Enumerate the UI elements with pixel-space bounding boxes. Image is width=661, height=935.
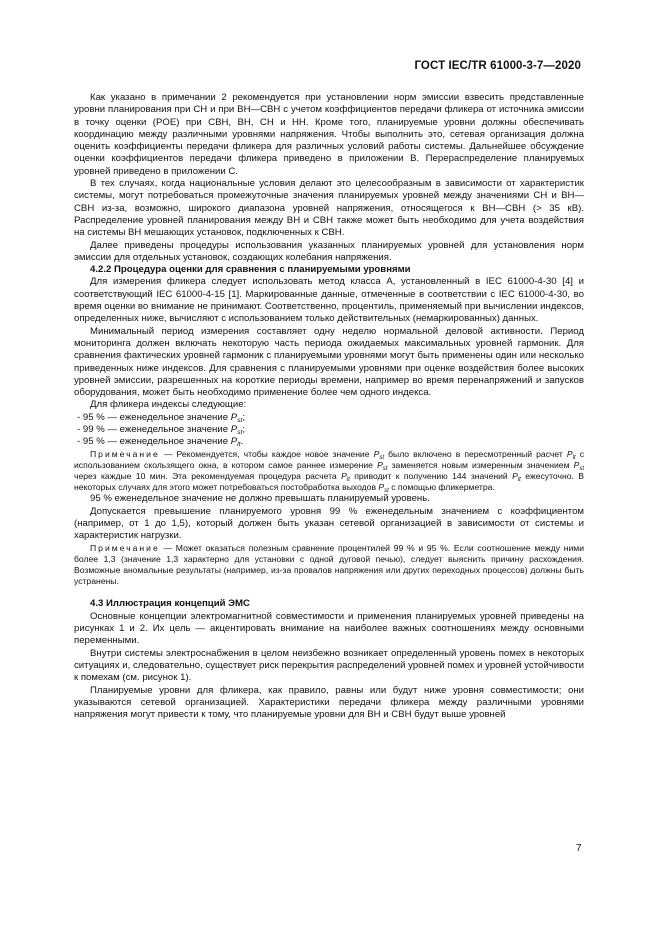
paragraph: Минимальный период измерения составляет одну неделю нормальной деловой активности. Период мониторинга должен включать некоторую часть периода ожидаемых максимальных уровней гармоник. Для сравнения фактических уровней гармоник с планируемыми уровнями могут быть применены один или несколько приведенных ниже индексов. Для сравнения с планируемыми уровнями при оценке воздействия более высоких уровней эмиссии, разрешенных на короткие периоды времени, например во время перенапряжений и запусков оборудования, может быть необходимо применение более чем одного индекса. [74,325,584,399]
section-heading-4-3: 4.3 Иллюстрация концепций ЭМС [90,598,250,610]
paragraph: Основные концепции электромагнитной совместимости и применения планируемых уровней приведены на рисунках 1 и 2. Их цель — акцентировать внимание на наиболее важных соотношениях между основными переменными. [74,610,584,647]
paragraph: Как указано в примечании 2 рекомендуется при установлении норм эмиссии взвесить представленные уровни планирования при СН и при ВН—СВН с учетом коэффициентов передачи фликера от источника эмиссии в точку оценки (POE) при СВН, ВН, СН и НН. Кроме того, планируемые уровни должны обеспечивать координацию между различными уровнями напряжения. Чтобы выполнить это, сетевая организация должна оценить коэффициенты передачи фликера для различных условий работы системы. Дальнейшее обсуждение оценки коэффициентов передачи фликера приведено в приложении В. Перераспределение планируемых уровней приведено в приложении С. [74,92,584,177]
document-header: ГОСТ IEC/TR 61000-3-7—2020 [414,60,581,72]
page-number: 7 [576,843,582,854]
paragraph: 95 % еженедельное значение не должно превышать планируемый уровень. [90,493,430,505]
paragraph: Далее приведены процедуры использования указанных планируемых уровней для установления норм эмиссии для отдельных установок, создающих колебания напряжения. [74,239,584,263]
note-1: Примечание — Рекомендуется, чтобы каждое новое значение $P_{st}$ было включено в пересмотренный расчет $P_{lt}$ с использованием скользящего окна, в котором самое раннее измерение $P_{st}$ заменяется новым измеренным значением $P_{st}$ через каждые 10 мин. Эта рекомендуемая процедура расчета $P_{lt}$ приводит к получению 144 значений $P_{lt}$ ежесуточно. В некоторых случаях для этого может потребоваться постобработка выходов $P_{st}$ с помощью фликерметра. [74,448,585,495]
paragraph: Планируемые уровни для фликера, как правило, равны или будут ниже уровня совместимости; они указываются сетевой организацией. Характеристики передачи фликера между различными уровнями напряжения могут привести к тому, что планируемые уровни для ВН и СВН будут выше уровней [74,684,584,721]
list-item: - 95 % — еженедельное значение $P_{lt}$. [77,436,244,449]
paragraph: Для измерения фликера следует использовать метод класса А, установленный в IEC 61000-4-30 [4] и соответствующий IEC 61000-4-15 [1]. Маркированные данные, отмеченные в соответствии с IEC 61000-4-30, во время оценки во внимание не принимают. Соответственно, процентиль, применяемый при вычислении индексов, определенных ниже, вычисляют с использованием только действительных (немаркированных) данных. [74,276,584,325]
list-item: - 99 % — еженедельное значение $P_{st}$; [77,424,246,437]
paragraph: Внутри системы электроснабжения в целом неизбежно возникает определенный уровень помех в некоторых ситуациях и, следовательно, существует риск перекрытия распределений уровней помех и уровней устойчивости к помехам (см. рисунок 1). [74,647,584,684]
flicker-index-list [74,412,584,449]
note-2: Примечание — Может оказаться полезным сравнение процентилей 99 % и 95 %. Если соотношение между ними более 1,3 (значение 1,3 характерно для установки с одной дуговой печью), следует выяснить причину расхождения. Возможные аномальные результаты (например, из-за провалов напряжения или других переходных процессов) должны быть устранены. [74,542,584,587]
list-item: - 95 % — еженедельное значение $P_{st}$; [77,411,246,424]
paragraph: В тех случаях, когда национальные условия делают это целесообразным в зависимости от характеристик системы, могут потребоваться промежуточные значения планируемых уровней между значениями СН и ВН—СВН из-за, возможно, широкого диапазона уровней напряжения, относящегося к ВН—СВН (> 35 кВ). Распределение уровней планирования между ВН и СВН также может быть необходимо для учета воздействия на системы ВН мешающих установок, подключенных к СВН. [74,178,584,239]
paragraph: Допускается превышение планируемого уровня 99 % еженедельным значением с коэффициентом (например, от 1 до 1,5), который должен быть указан сетевой организацией в зависимости от системы и характеристик нагрузки. [74,505,584,542]
section-heading-4-2-2: 4.2.2 Процедура оценки для сравнения с планируемыми уровнями [90,264,411,276]
document-body [74,92,584,721]
paragraph: Для фликера индексы следующие: [90,399,247,411]
